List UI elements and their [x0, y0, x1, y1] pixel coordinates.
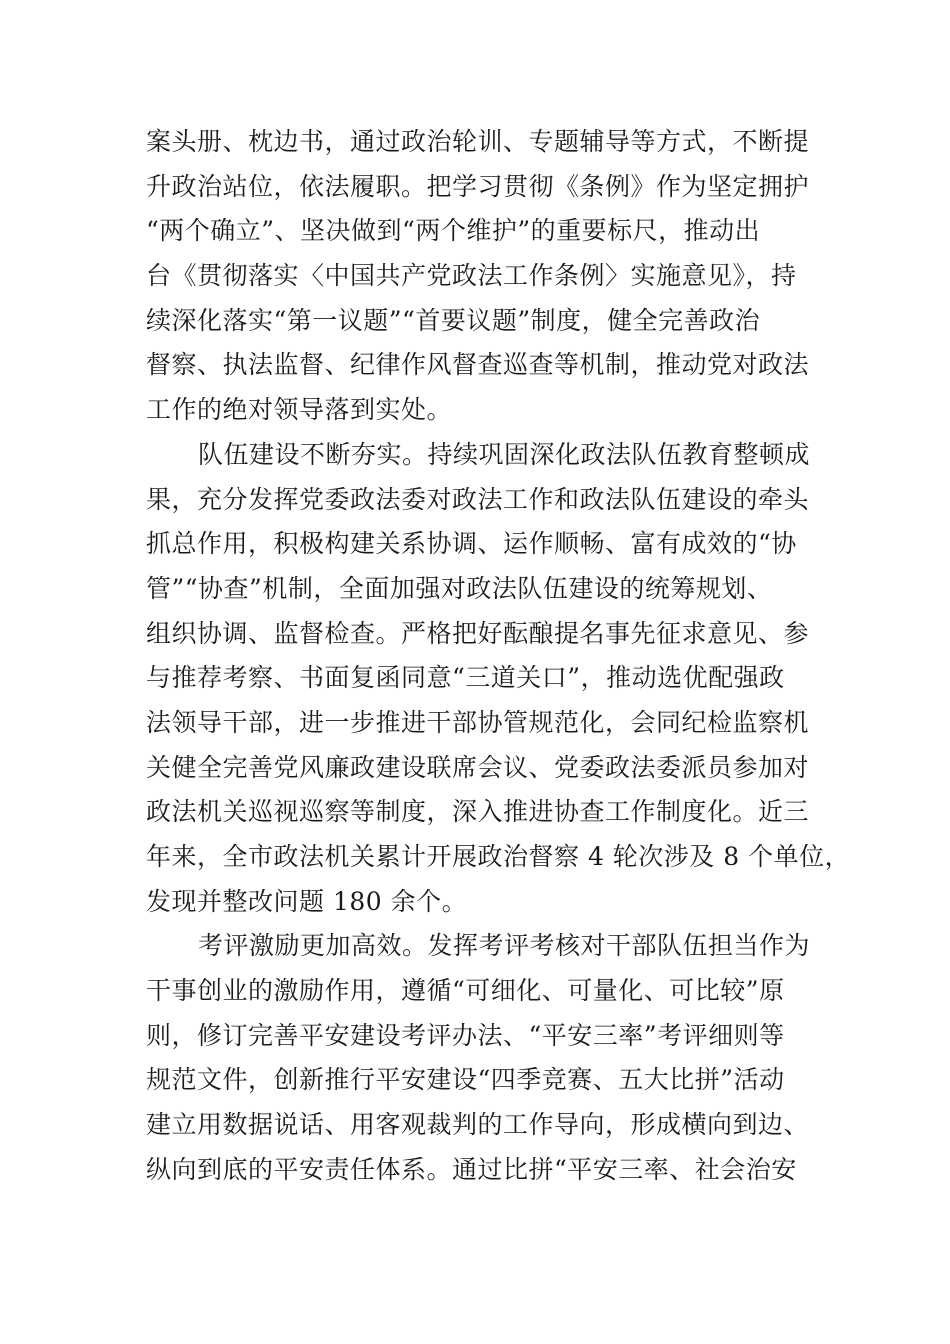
text-line: 发现并整改问题 180 余个。 [146, 886, 468, 916]
text-line: 案头册、枕边书，通过政治轮训、专题辅导等方式，不断提 [146, 127, 810, 156]
paragraph-heading-line: 考评激励更加高效。发挥考评考核对干部队伍担当作为 [198, 931, 811, 961]
text-line: 工作的绝对领导落到实处。 [146, 395, 453, 425]
body-text [146, 120, 851, 1193]
text-line: 组织协调、监督检查。严格把好酝酿提名事先征求意见、参 [146, 618, 810, 648]
text-line: 政法机关巡视巡察等制度，深入推进协查工作制度化。近三 [146, 797, 810, 827]
text-line: 台《贯彻落实〈中国共产党政法工作条例〉实施意见》，持 [146, 261, 797, 291]
text-line: 建立用数据说话、用客观裁判的工作导向，形成横向到边、 [146, 1110, 810, 1140]
text-line: 则，修订完善平安建设考评办法、“平安三率”考评细则等 [146, 1020, 785, 1050]
text-line: 管”“协查”机制，全面加强对政法队伍建设的统筹规划、 [146, 573, 773, 603]
text-line: 规范文件，创新推行平安建设“四季竞赛、五大比拼”活动 [146, 1065, 785, 1095]
text-line: 干事创业的激励作用，遵循“可细化、可量化、可比较”原 [146, 976, 785, 1006]
text-line: 与推荐考察、书面复函同意“三道关口”，推动选优配强政 [146, 663, 785, 693]
text-line: 抓总作用，积极构建关系协调、运作顺畅、富有成效的“协 [146, 529, 797, 559]
text-line: 关健全完善党风廉政建设联席会议、党委政法委派员参加对 [146, 752, 810, 782]
text-line: “两个确立”、坚决做到“两个维护”的重要标尺，推动出 [146, 216, 761, 246]
text-line: 升政治站位，依法履职。把学习贯彻《条例》作为坚定拥护 [146, 171, 810, 201]
text-line: 纵向到底的平安责任体系。通过比拼“平安三率、社会治安 [146, 1154, 797, 1184]
text-line: 年来，全市政法机关累计开展政治督察 4 轮次涉及 8 个单位， [146, 842, 851, 871]
text-line: 督察、执法监督、纪律作风督查巡查等机制，推动党对政法 [146, 350, 810, 380]
text-line: 法领导干部，进一步推进干部协管规范化，会同纪检监察机 [146, 707, 810, 737]
text-line: 续深化落实“第一议题”“首要议题”制度，健全完善政治 [146, 305, 761, 335]
paragraph-heading-line: 队伍建设不断夯实。持续巩固深化政法队伍教育整顿成 [198, 439, 811, 469]
text-line: 果，充分发挥党委政法委对政法工作和政法队伍建设的牵头 [146, 484, 810, 514]
